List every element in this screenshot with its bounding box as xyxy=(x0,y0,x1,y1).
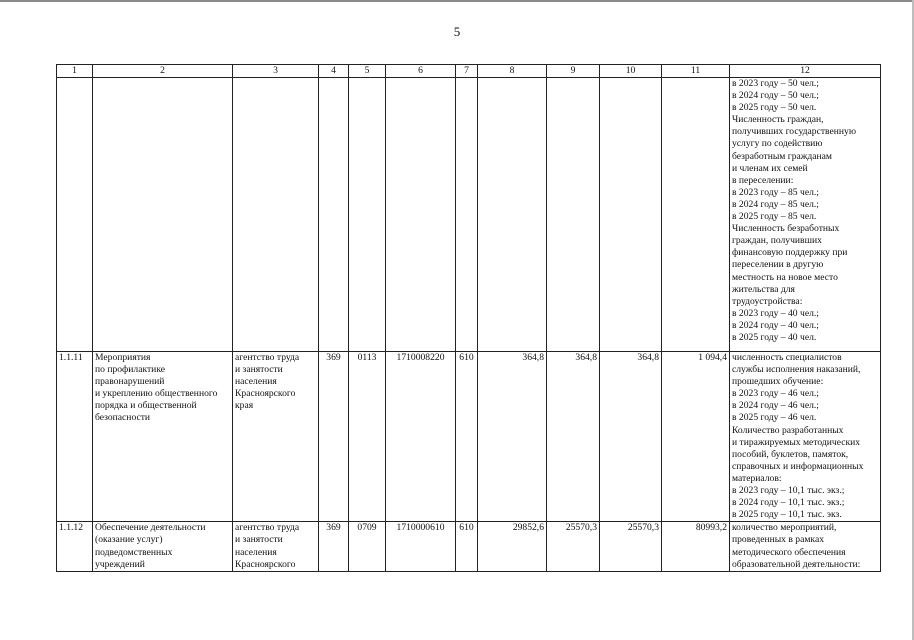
column-header: 9 xyxy=(547,65,600,78)
page-top-edge xyxy=(0,0,914,2)
text-line: учреждений xyxy=(95,558,145,570)
measure-name-cell xyxy=(93,522,233,571)
text-line: и членам их семей xyxy=(732,162,808,174)
text-line: в 2024 году – 40 чел.; xyxy=(732,319,819,331)
text-line: финансовую поддержку при xyxy=(732,247,848,259)
column-header: 5 xyxy=(349,65,386,78)
text-line: в 2023 году – 10,1 тыс. экз.; xyxy=(732,485,845,497)
text-line: безопасности xyxy=(95,412,151,424)
text-line: Обеспечение деятельности xyxy=(95,522,206,534)
expense-type-cell: 610 xyxy=(456,352,478,522)
amount-total-cell: 1 094,4 xyxy=(662,352,730,522)
text-line: проведенных в рамках xyxy=(732,534,825,546)
agency-cell xyxy=(233,352,319,522)
text-line: трудоустройства: xyxy=(732,295,803,307)
text-line: в 2023 году – 46 чел.; xyxy=(732,388,819,400)
text-line: по профилактике xyxy=(95,364,165,376)
grbs-code-cell: 369 xyxy=(319,522,349,571)
table-row xyxy=(57,522,881,571)
text-line: агентство труда xyxy=(235,352,300,363)
expected-result-cell xyxy=(730,352,881,522)
amount-2025-cell: 25570,3 xyxy=(600,522,662,571)
row-number-cell: 1.1.11 xyxy=(57,352,93,522)
column-header: 11 xyxy=(662,65,730,78)
text-line: в 2023 году – 40 чел.; xyxy=(732,307,819,319)
text-line: в 2023 году – 85 чел.; xyxy=(732,186,819,198)
program-measures-table xyxy=(56,64,881,572)
text-line: Численность безработных xyxy=(732,223,840,235)
measure-name-cell xyxy=(93,78,233,352)
text-line: переселении в другую xyxy=(732,259,824,271)
text-line: края xyxy=(235,400,254,412)
target-article-cell xyxy=(386,78,456,352)
column-header: 6 xyxy=(386,65,456,78)
text-line: в 2024 году – 46 чел.; xyxy=(732,400,819,412)
text-line: в 2025 году – 10,1 тыс. экз. xyxy=(732,509,842,521)
column-header: 1 xyxy=(57,65,93,78)
text-line: и занятости xyxy=(235,364,283,376)
text-line: граждан, получивших xyxy=(732,235,822,247)
expense-type-cell xyxy=(456,78,478,352)
text-line: в 2024 году – 50 чел.; xyxy=(732,90,819,102)
amount-2023-cell: 29852,6 xyxy=(478,522,547,571)
text-line: и тиражируемых методических xyxy=(732,436,861,448)
column-header: 7 xyxy=(456,65,478,78)
text-line: населения xyxy=(235,546,277,558)
expected-result-cell xyxy=(730,78,881,352)
text-line: Красноярского xyxy=(235,388,296,400)
page-number: 5 xyxy=(453,24,461,39)
expected-result-cell xyxy=(730,522,881,571)
text-line: правонарушений xyxy=(95,376,165,388)
column-header: 10 xyxy=(600,65,662,78)
text-line: в 2024 году – 85 чел.; xyxy=(732,198,819,210)
text-line: в 2023 году – 50 чел.; xyxy=(732,78,819,89)
row-number-cell xyxy=(57,78,93,352)
text-line: и укреплению общественного xyxy=(95,388,218,400)
table-row xyxy=(57,352,881,522)
text-line: (оказание услуг) xyxy=(95,534,163,546)
text-line: агентство труда xyxy=(235,522,300,534)
text-line: безработным гражданам xyxy=(732,150,832,162)
text-line: местность на новое место xyxy=(732,271,838,283)
table-row xyxy=(57,78,881,352)
text-line: материалов: xyxy=(732,472,782,484)
section-code-cell xyxy=(349,78,386,352)
text-line: и занятости xyxy=(235,534,283,546)
text-line: в 2025 году – 85 чел. xyxy=(732,211,817,223)
text-line: прошедших обучение: xyxy=(732,376,824,388)
amount-2023-cell xyxy=(478,78,547,352)
text-line: в 2025 году – 46 чел. xyxy=(732,412,817,424)
column-number-header-row xyxy=(57,65,881,78)
expense-type-cell: 610 xyxy=(456,522,478,571)
text-line: Красноярского xyxy=(235,558,296,570)
agency-cell xyxy=(233,522,319,571)
text-line: пособий, буклетов, памяток, xyxy=(732,448,849,460)
text-line: образовательной деятельности: xyxy=(732,558,861,570)
column-header: 12 xyxy=(730,65,881,78)
text-line: в 2024 году – 10,1 тыс. экз.; xyxy=(732,497,845,509)
grbs-code-cell xyxy=(319,78,349,352)
text-line: услугу по содействию xyxy=(732,138,823,150)
column-header: 8 xyxy=(478,65,547,78)
text-line: подведомственных xyxy=(95,546,173,558)
amount-2024-cell xyxy=(547,78,600,352)
amount-2024-cell: 25570,3 xyxy=(547,522,600,571)
text-line: Мероприятия xyxy=(95,352,151,363)
column-header: 2 xyxy=(93,65,233,78)
grbs-code-cell: 369 xyxy=(319,352,349,522)
amount-2023-cell: 364,8 xyxy=(478,352,547,522)
text-line: жительства для xyxy=(732,283,795,295)
text-line: справочных и информационных xyxy=(732,460,864,472)
text-line: Количество разработанных xyxy=(732,424,844,436)
row-number-cell: 1.1.12 xyxy=(57,522,93,571)
section-code-cell: 0113 xyxy=(349,352,386,522)
text-line: количество мероприятий, xyxy=(732,522,837,534)
text-line: службы исполнения наказаний, xyxy=(732,364,861,376)
text-line: получивших государственную xyxy=(732,126,857,138)
text-line: Численность граждан, xyxy=(732,114,824,126)
agency-cell xyxy=(233,78,319,352)
amount-total-cell: 80993,2 xyxy=(662,522,730,571)
text-line: методического обеспечения xyxy=(732,546,846,558)
text-line: населения xyxy=(235,376,277,388)
target-article-cell: 1710000610 xyxy=(386,522,456,571)
column-header: 4 xyxy=(319,65,349,78)
amount-total-cell xyxy=(662,78,730,352)
section-code-cell: 0709 xyxy=(349,522,386,571)
amount-2025-cell xyxy=(600,78,662,352)
column-header: 3 xyxy=(233,65,319,78)
target-article-cell: 1710008220 xyxy=(386,352,456,522)
text-line: в 2025 году – 40 чел. xyxy=(732,331,817,343)
text-line: в переселении: xyxy=(732,174,794,186)
amount-2024-cell: 364,8 xyxy=(547,352,600,522)
measure-name-cell xyxy=(93,352,233,522)
text-line: в 2025 году – 50 чел. xyxy=(732,102,817,114)
amount-2025-cell: 364,8 xyxy=(600,352,662,522)
text-line: порядка и общественной xyxy=(95,400,197,412)
text-line: численность специалистов xyxy=(732,352,842,363)
